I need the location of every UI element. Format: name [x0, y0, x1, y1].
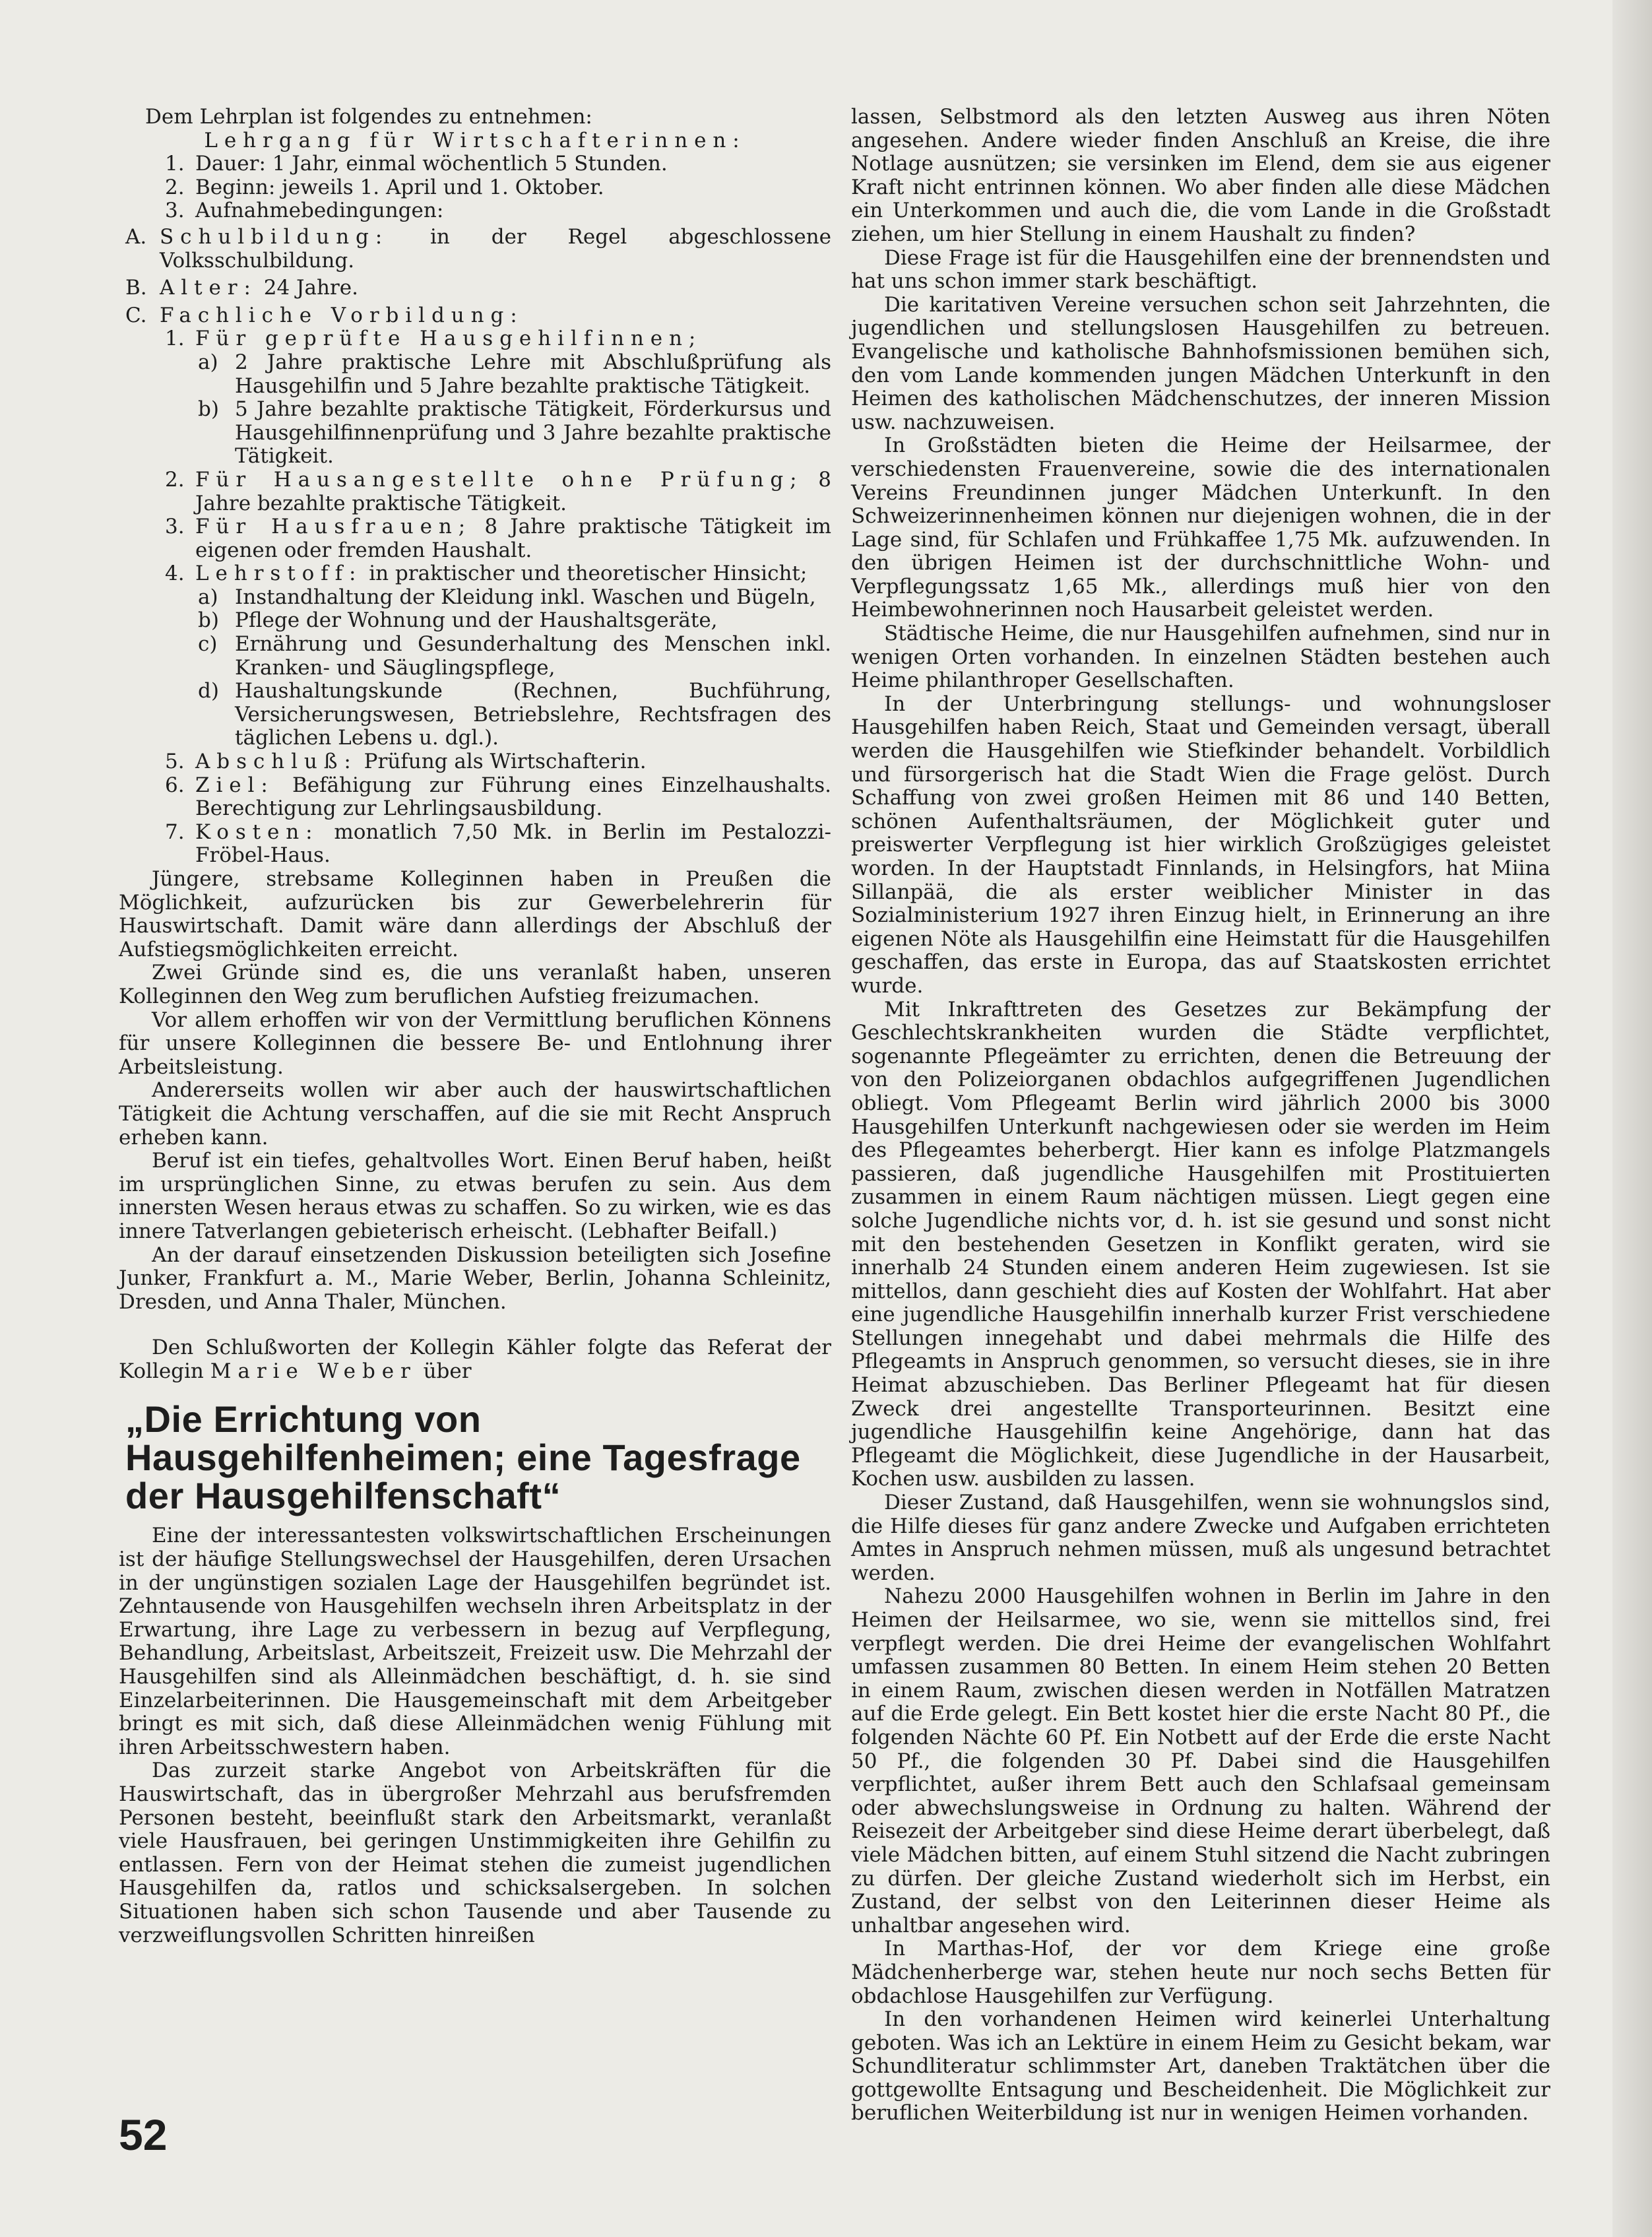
- paragraph: Diese Frage ist für die Hausgehilfen eine der brennendsten und hat uns schon immer stark beschäftigt.: [851, 245, 1550, 294]
- list-item: [119, 176, 831, 200]
- list-marker: 7.: [165, 820, 185, 844]
- page-edge-shadow: [1612, 0, 1652, 2237]
- list-label: Abschluß:: [195, 750, 358, 774]
- transition-text-end: über: [416, 1359, 472, 1383]
- list-item: [119, 774, 831, 821]
- paragraph: Städtische Heime, die nur Hausgehilfen aufnehmen, sind nur in wenigen Orten vorhanden. In einzelnen Städten bestehen auch Heime philanthroper Gesellschaften.: [851, 622, 1550, 693]
- spacer: [119, 1314, 831, 1336]
- list-text: in der Regel abgeschlossene Volksschulbildung.: [160, 224, 831, 273]
- paragraph: lassen, Selbstmord als den letzten Ausweg aus ihren Nöten angesehen. Andere wieder finden Anschluß an Kreise, die ihre Notlage ausnützen; sie versinken im Elend, dem sie aus eigener Kraft nicht entrinnen können. Wo aber finden alle diese Mädchen ein Unterkommen und auch die, die vom Lande in die Großstadt ziehen, um hier Stellung in einem Haushalt zu finden?: [851, 105, 1550, 246]
- transition-paragraph: [119, 1336, 831, 1383]
- list-marker: 6.: [165, 773, 185, 797]
- list-item: [119, 226, 831, 273]
- paragraph: Eine der interessantesten volkswirtschaftlichen Erscheinungen ist der häufige Stellungswechsel der Hausgehilfen, deren Ursachen in der ungünstigen sozialen Lage der Hausgehilfen begründet ist. Zehntausende von Hausgehilfen wechseln ihren Arbeitsplatz in der Erwartung, ihre Lage zu verbessern in bezug auf Verpflegung, Behandlung, Arbeitslast, Arbeitszeit, Freizeit usw. Die Mehrzahl der Hausgehilfen sind als Alleinmädchen beschäftigt, d. h. sie sind Einzelarbeiterinnen. Die Hausgemeinschaft mit dem Arbeitgeber bringt es mit sich, daß diese Alleinmädchen wenig Fühlung mit ihren Arbeitsschwestern haben.: [119, 1524, 831, 1759]
- list-label: Fachliche Vorbildung:: [160, 303, 524, 327]
- list-item: [119, 199, 831, 223]
- list-text: Ernährung und Gesunderhaltung des Menschen inkl. Kranken- und Säuglingspflege,: [235, 632, 831, 680]
- paragraph: In der Unterbringung stellungs- und wohnungsloser Hausgehilfen haben Reich, Staat und Gemeinden versagt, überall werden die Hausgehilfen wie Stiefkinder behandelt. Vorbildlich und fürsorgerisch hat die Stadt Wien die Frage gelöst. Durch Schaffung von zwei großen Heimen mit 86 und 140 Betten, schönen Aufenthaltsräumen, der Möglichkeit guter und preiswerter Verpflegung ist hier wirklich Großzügiges geleistet worden. In der Hauptstadt Finnlands, in Helsingfors, hat Miina Sillanpää, die als erster weiblicher Minister in das Sozialministerium 1927 ihren Einzug hielt, in Erinnerung an ihre eigenen Nöte als Hausgehilfin eine Heimstatt für die Hausgehilfen geschaffen, das erste in Europa, das auf Staatskosten errichtet wurde.: [851, 692, 1550, 998]
- list-item: [119, 633, 831, 680]
- list-item: [119, 398, 831, 469]
- admission-conditions-list: [119, 226, 831, 327]
- list-item: [119, 586, 831, 610]
- list-marker: 2.: [165, 175, 185, 199]
- list-item: [119, 609, 831, 633]
- paragraph: Beruf ist ein tiefes, gehaltvolles Wort. Einen Beruf haben, heißt im ursprünglichen Sinne, zu etwas berufen zu sein. Aus dem innersten Wesen heraus etwas zu schaffen. So zu wirken, wie es das innere Tatverlangen gebieterisch erheischt. (Lebhafter Beifall.): [119, 1149, 831, 1243]
- list-text: Pflege der Wohnung und der Haushaltsgeräte,: [235, 608, 718, 633]
- curriculum-intro: Dem Lehrplan ist folgendes zu entnehmen:: [145, 105, 592, 129]
- list-item: [119, 680, 831, 750]
- list-label: Kosten:: [195, 820, 319, 844]
- article-headline: „Die Errichtung von Hausgehilfenheimen; eine Tagesfrage der Hausgehilfenschaft“: [125, 1398, 801, 1517]
- list-label: Alter:: [160, 276, 257, 300]
- list-marker: 3.: [165, 515, 185, 539]
- list-label: Schulbildung:: [160, 224, 389, 249]
- course-heading: Lehrgang für Wirtschafterinnen:: [204, 128, 746, 152]
- list-text: Dauer: 1 Jahr, einmal wöchentlich 5 Stunden.: [195, 152, 668, 176]
- list-label: Lehrstoff:: [195, 562, 363, 586]
- list-text: in praktischer und theoretischer Hinsicht;: [362, 562, 808, 586]
- list-marker: A.: [125, 224, 147, 249]
- list-label: Für geprüfte Hausgehilfinnen;: [195, 327, 703, 351]
- left-column: [119, 106, 831, 1947]
- list-marker: 5.: [165, 750, 185, 774]
- list-text: 8 Jahre praktische Tätigkeit im eigenen oder fremden Haushalt.: [195, 515, 831, 562]
- paragraph: Zwei Gründe sind es, die uns veranlaßt haben, unseren Kolleginnen den Weg zum beruflichen Aufstieg freizumachen.: [119, 961, 831, 1008]
- list-item: [119, 304, 831, 328]
- list-marker: d): [198, 679, 219, 703]
- paragraph: Vor allem erhoffen wir von der Vermittlung beruflichen Könnens für unsere Kolleginnen die bessere Be- und Entlohnung ihrer Arbeitsleistung.: [119, 1008, 831, 1079]
- list-text: Haushaltungskunde (Rechnen, Buchführung, Versicherungswesen, Betriebslehre, Rechtsfragen des täglichen Lebens u. dgl.).: [235, 679, 831, 750]
- list-item: [119, 276, 831, 300]
- list-marker: c): [198, 632, 218, 657]
- list-text: 2 Jahre praktische Lehre mit Abschlußprüfung als Hausgehilfin und 5 Jahre bezahlte praktische Tätigkeit.: [235, 350, 831, 398]
- paragraph: In Marthas-Hof, der vor dem Kriege eine große Mädchenherberge war, stehen heute nur noch sechs Betten für obdachlose Hausgehilfen zur Verfügung.: [851, 1937, 1550, 2008]
- paragraph: Jüngere, strebsame Kolleginnen haben in Preußen die Möglichkeit, aufzurücken bis zur Gewerbelehrerin für Hauswirtschaft. Damit wäre dann allerdings der Abschluß der Aufstiegsmöglichkeiten erreicht.: [119, 867, 831, 961]
- list-item: [119, 750, 831, 774]
- list-marker: 4.: [165, 562, 185, 586]
- paragraph: Das zurzeit starke Angebot von Arbeitskräften für die Hauswirtschaft, das in übergroßer Mehrzahl aus berufsfremden Personen besteht, beeinflußt stark den Arbeitsmarkt, veranlaßt viele Hausfrauen, bei geringen Unstimmigkeiten ihre Gehilfin zu entlassen. Fern von der Heimat stehen die zumeist jugendlichen Hausgehilfen da, ratlos und schicksalsergeben. In solchen Situationen haben sich schon Tausende und aber Tausende zu verzweiflungsvollen Schritten hinreißen: [119, 1759, 831, 1947]
- paragraph: An der darauf einsetzenden Diskussion beteiligten sich Josefine Junker, Frankfurt a. M., Marie Weber, Berlin, Johanna Schleinitz, Dresden, und Anna Thaler, München.: [119, 1243, 831, 1314]
- list-marker: B.: [125, 276, 147, 300]
- list-label: Für Hausfrauen;: [195, 515, 472, 539]
- list-text: Beginn: jeweils 1. April und 1. Oktober.: [195, 175, 604, 199]
- list-item: [119, 152, 831, 176]
- list-text: 24 Jahre.: [257, 276, 358, 300]
- list-marker: b): [198, 608, 219, 633]
- list-text: monatlich 7,50 Mk. in Berlin im Pestalozzi-Fröbel-Haus.: [195, 820, 831, 868]
- list-text: Prüfung als Wirtschafterin.: [357, 750, 647, 774]
- list-marker: C.: [125, 303, 147, 327]
- list-marker: 1.: [165, 327, 185, 351]
- list-marker: 3.: [165, 199, 185, 223]
- paragraph: Mit Inkrafttreten des Gesetzes zur Bekämpfung der Geschlechtskrankheiten wurden die Städte verpflichtet, sogenannte Pflegeämter zu errichten, denen die Betreuung der von den Polizeiorganen obdachlos aufgegriffenen Jugendlichen obliegt. Vom Pflegeamt Berlin wird jährlich 2000 bis 3000 Hausgehilfen Unterkunft nachgewiesen oder sie werden im Heim des Pflegeamtes beherbergt. Hier kann es infolge Platzmangels passieren, daß jugendliche Hausgehilfen mit Prostituierten zusammen in einem Raum nächtigen müssen. Liegt gegen eine solche Jugendliche nichts vor, d. h. ist sie gesund und sonst nicht mit den bestehenden Gesetzen in Konflikt geraten, wird sie innerhalb 24 Stunden einem anderen Heim zugewiesen. Ist sie mittellos, dann geschieht dies auf Kosten der Wohlfahrt. Hat aber eine jugendliche Hausgehilfin innerhalb kurzer Frist verschiedene Stellungen innegehabt und dabei mehrmals die Hilfe des Pflegeamts in Anspruch genommen, so versucht dieses, sie in ihre Heimat abzuschieben. Das Berliner Pflegeamt hat für diesen Zweck drei angestellte Transporteurinnen. Besitzt eine jugendliche Hausgehilfin keine Angehörige, dann hat das Pflegeamt die Möglichkeit, diese Jugendliche in der Hausarbeit, Kochen usw. ausbilden zu lassen.: [851, 997, 1550, 1491]
- list-label: Ziel:: [195, 773, 274, 797]
- list-marker: a): [198, 585, 218, 609]
- speaker-name: Marie Weber: [210, 1359, 417, 1383]
- list-item: [119, 515, 831, 562]
- list-item: [119, 351, 831, 398]
- list-marker: 1.: [165, 152, 185, 176]
- right-column: [851, 106, 1550, 2125]
- list-marker: 2.: [165, 467, 185, 492]
- vorbildung-list: [119, 327, 831, 868]
- paragraph: In Großstädten bieten die Heime der Heilsarmee, der verschiedensten Frauenvereine, sowie die des internationalen Vereins Freundinnen junger Mädchen Unterkunft. In den Schweizerinnenheimen können nur diejenigen wohnen, die in der Lage sind, für Schlafen und Frühkaffee 1,75 Mk. aufzuwenden. In den übrigen Heimen ist der durchschnittliche Wohn- und Verpflegungssatz 1,65 Mk., allerdings muß hier von den Heimbewohnerinnen noch Hausarbeit geleistet werden.: [851, 434, 1550, 622]
- paragraph: Andererseits wollen wir aber auch der hauswirtschaftlichen Tätigkeit die Achtung verschaffen, auf die sie mit Recht Anspruch erheben kann.: [119, 1078, 831, 1150]
- list-item: [119, 469, 831, 515]
- paragraph: Dieser Zustand, daß Hausgehilfen, wenn sie wohnungslos sind, die Hilfe dieses für ganz andere Zwecke und Aufgaben errichteten Amtes in Anspruch nehmen müssen, muß als ungesund betrachtet werden.: [851, 1491, 1550, 1585]
- list-item: [119, 327, 831, 351]
- list-text: Befähigung zur Führung eines Einzelhaushalts. Berechtigung zur Lehrlingsausbildung.: [195, 773, 831, 821]
- page-number: 52: [119, 2110, 168, 2159]
- list-label: Für Hausangestellte ohne Prüfung;: [195, 467, 804, 492]
- course-basics-list: [119, 152, 831, 223]
- list-item: [119, 562, 831, 586]
- paragraph: In den vorhandenen Heimen wird keinerlei Unterhaltung geboten. Was ich an Lektüre in einem Heim zu Gesicht bekam, war Schundliteratur schlimmster Art, daneben Traktätchen über die gottgewollte Entsagung und Bescheidenheit. Die Möglichkeit zur beruflichen Weiterbildung ist nur in wenigen Heimen vorhanden.: [851, 2007, 1550, 2125]
- list-marker: a): [198, 350, 218, 374]
- transition-text: Den Schlußworten der Kollegin Kähler folgte das Referat der Kollegin: [119, 1336, 831, 1383]
- list-text: 8 Jahre bezahlte praktische Tätigkeit.: [195, 467, 831, 515]
- list-item: [119, 821, 831, 868]
- list-marker: b): [198, 397, 219, 422]
- paragraph: Nahezu 2000 Hausgehilfen wohnen in Berlin im Jahre in den Heimen der Heilsarmee, wo sie, wenn sie mittellos sind, frei verpflegt werden. Die drei Heime der evangelischen Wohlfahrt umfassen zusammen 80 Betten. In einem Heim stehen 20 Betten in einem Raum, zwischen diesen werden in Notfällen Matratzen auf die Erde gelegt. Ein Bett kostet hier die erste Nacht 80 Pf., die folgenden Nächte 60 Pf. Ein Notbett auf der Erde die erste Nacht 50 Pf., die folgenden 30 Pf. Dabei sind die Hausgehilfen verpflichtet, außer ihrem Bett auch den Schlafsaal gemeinsam oder abwechslungsweise in Ordnung zu halten. Während der Reisezeit der Arbeitgeber sind diese Heime derart überbelegt, daß viele Mädchen bitten, auf einem Stuhl sitzend die Nacht zubringen zu dürfen. Der gleiche Zustand wiederholt sich im Herbst, ein Zustand, der selbst von den Leiterinnen dieser Heime als unhaltbar angesehen wird.: [851, 1584, 1550, 1937]
- paragraph: Die karitativen Vereine versuchen schon seit Jahrzehnten, die jugendlichen und stellungslosen Hausgehilfen zu betreuen. Evangelische und katholische Bahnhofsmissionen bemühen sich, den vom Lande kommenden jungen Mädchen Unterkunft in den Heimen des katholischen Mädchenschutzes, der inneren Mission usw. nachzuweisen.: [851, 292, 1550, 434]
- list-text: 5 Jahre bezahlte praktische Tätigkeit, Förderkursus und Hausgehilfinnenprüfung und 3 Jahre bezahlte praktische Tätigkeit.: [235, 397, 831, 469]
- list-text: Aufnahmebedingungen:: [195, 199, 444, 223]
- list-text: Instandhaltung der Kleidung inkl. Waschen und Bügeln,: [235, 585, 816, 609]
